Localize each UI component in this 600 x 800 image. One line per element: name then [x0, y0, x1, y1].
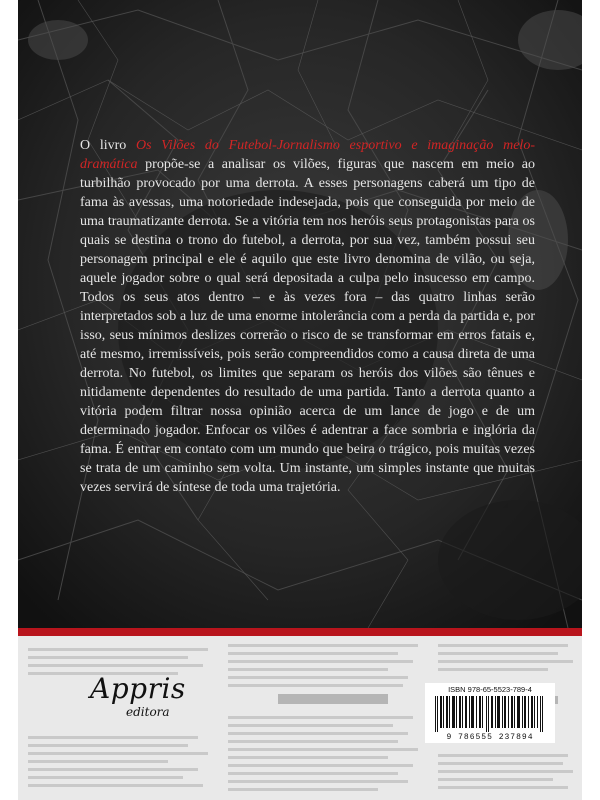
right-margin — [582, 0, 600, 800]
isbn-barcode-box — [425, 683, 555, 743]
isbn-label: ISBN 978-65-5523-789-4 — [448, 685, 532, 694]
synopsis-intro: O livro — [80, 138, 136, 153]
barcode-graphic — [433, 696, 547, 732]
publisher-logo — [90, 672, 210, 728]
synopsis-body: propõe-se a analisar os vilões, figuras que nascem em meio ao turbilhão provocado por uma derrota. A esses personagens caberá um tipo de fama às avessas, uma notoriedade indesejada, pois que conseguida por meio de uma traumatizante derrota. Se a vitória tem nos heróis seus protagonistas para os quais se destina o trono do futebol, a derrota, por sua vez, também possui seu personagem principal e ele é aquilo que este livro denomina de vilão, ou seja, aquele jogador sobre o qual será depositada a culpa pelo insucesso em campo. Todos os seus atos dentro – e às vezes fora – das quatro linhas serão interpretados sob a luz de uma enorme intolerância com a perda da partida e, por isso, seus mínimos deslizes correrão o risco de se transformar em erros fatais e, até mesmo, irremissíveis, pois serão compreendidos como a causa direta de uma derrota. No futebol, os limites que separam os heróis dos vilões são tênues e nitidamente dependentes do resultado de uma partida. Tanto a derrota quanto a vitória podem filtrar nossa opinião acerca de um lance de jogo e de um determinado jogador. Enfocar os vilões é adentrar a face sombria e inglória da fama. É entrar em contato com um mundo que beira o trágico, pois muitas vezes se trata de um caminho sem volta. Um instante, um simples instante que muitas vezes servirá de síntese de toda uma trajetória. — [80, 157, 535, 495]
publisher-subtitle: editora — [126, 705, 170, 719]
publisher-name: Appris — [90, 672, 186, 705]
synopsis-paragraph — [80, 136, 535, 497]
book-title-italic: Os Vilões do Futebol-Jornalismo esportivo e imaginação melo-dramática — [80, 138, 535, 172]
dark-texture-background — [18, 0, 582, 628]
barcode-digits: 9 786555 237894 — [446, 733, 534, 742]
left-margin — [0, 0, 18, 800]
red-divider-band — [18, 628, 582, 636]
